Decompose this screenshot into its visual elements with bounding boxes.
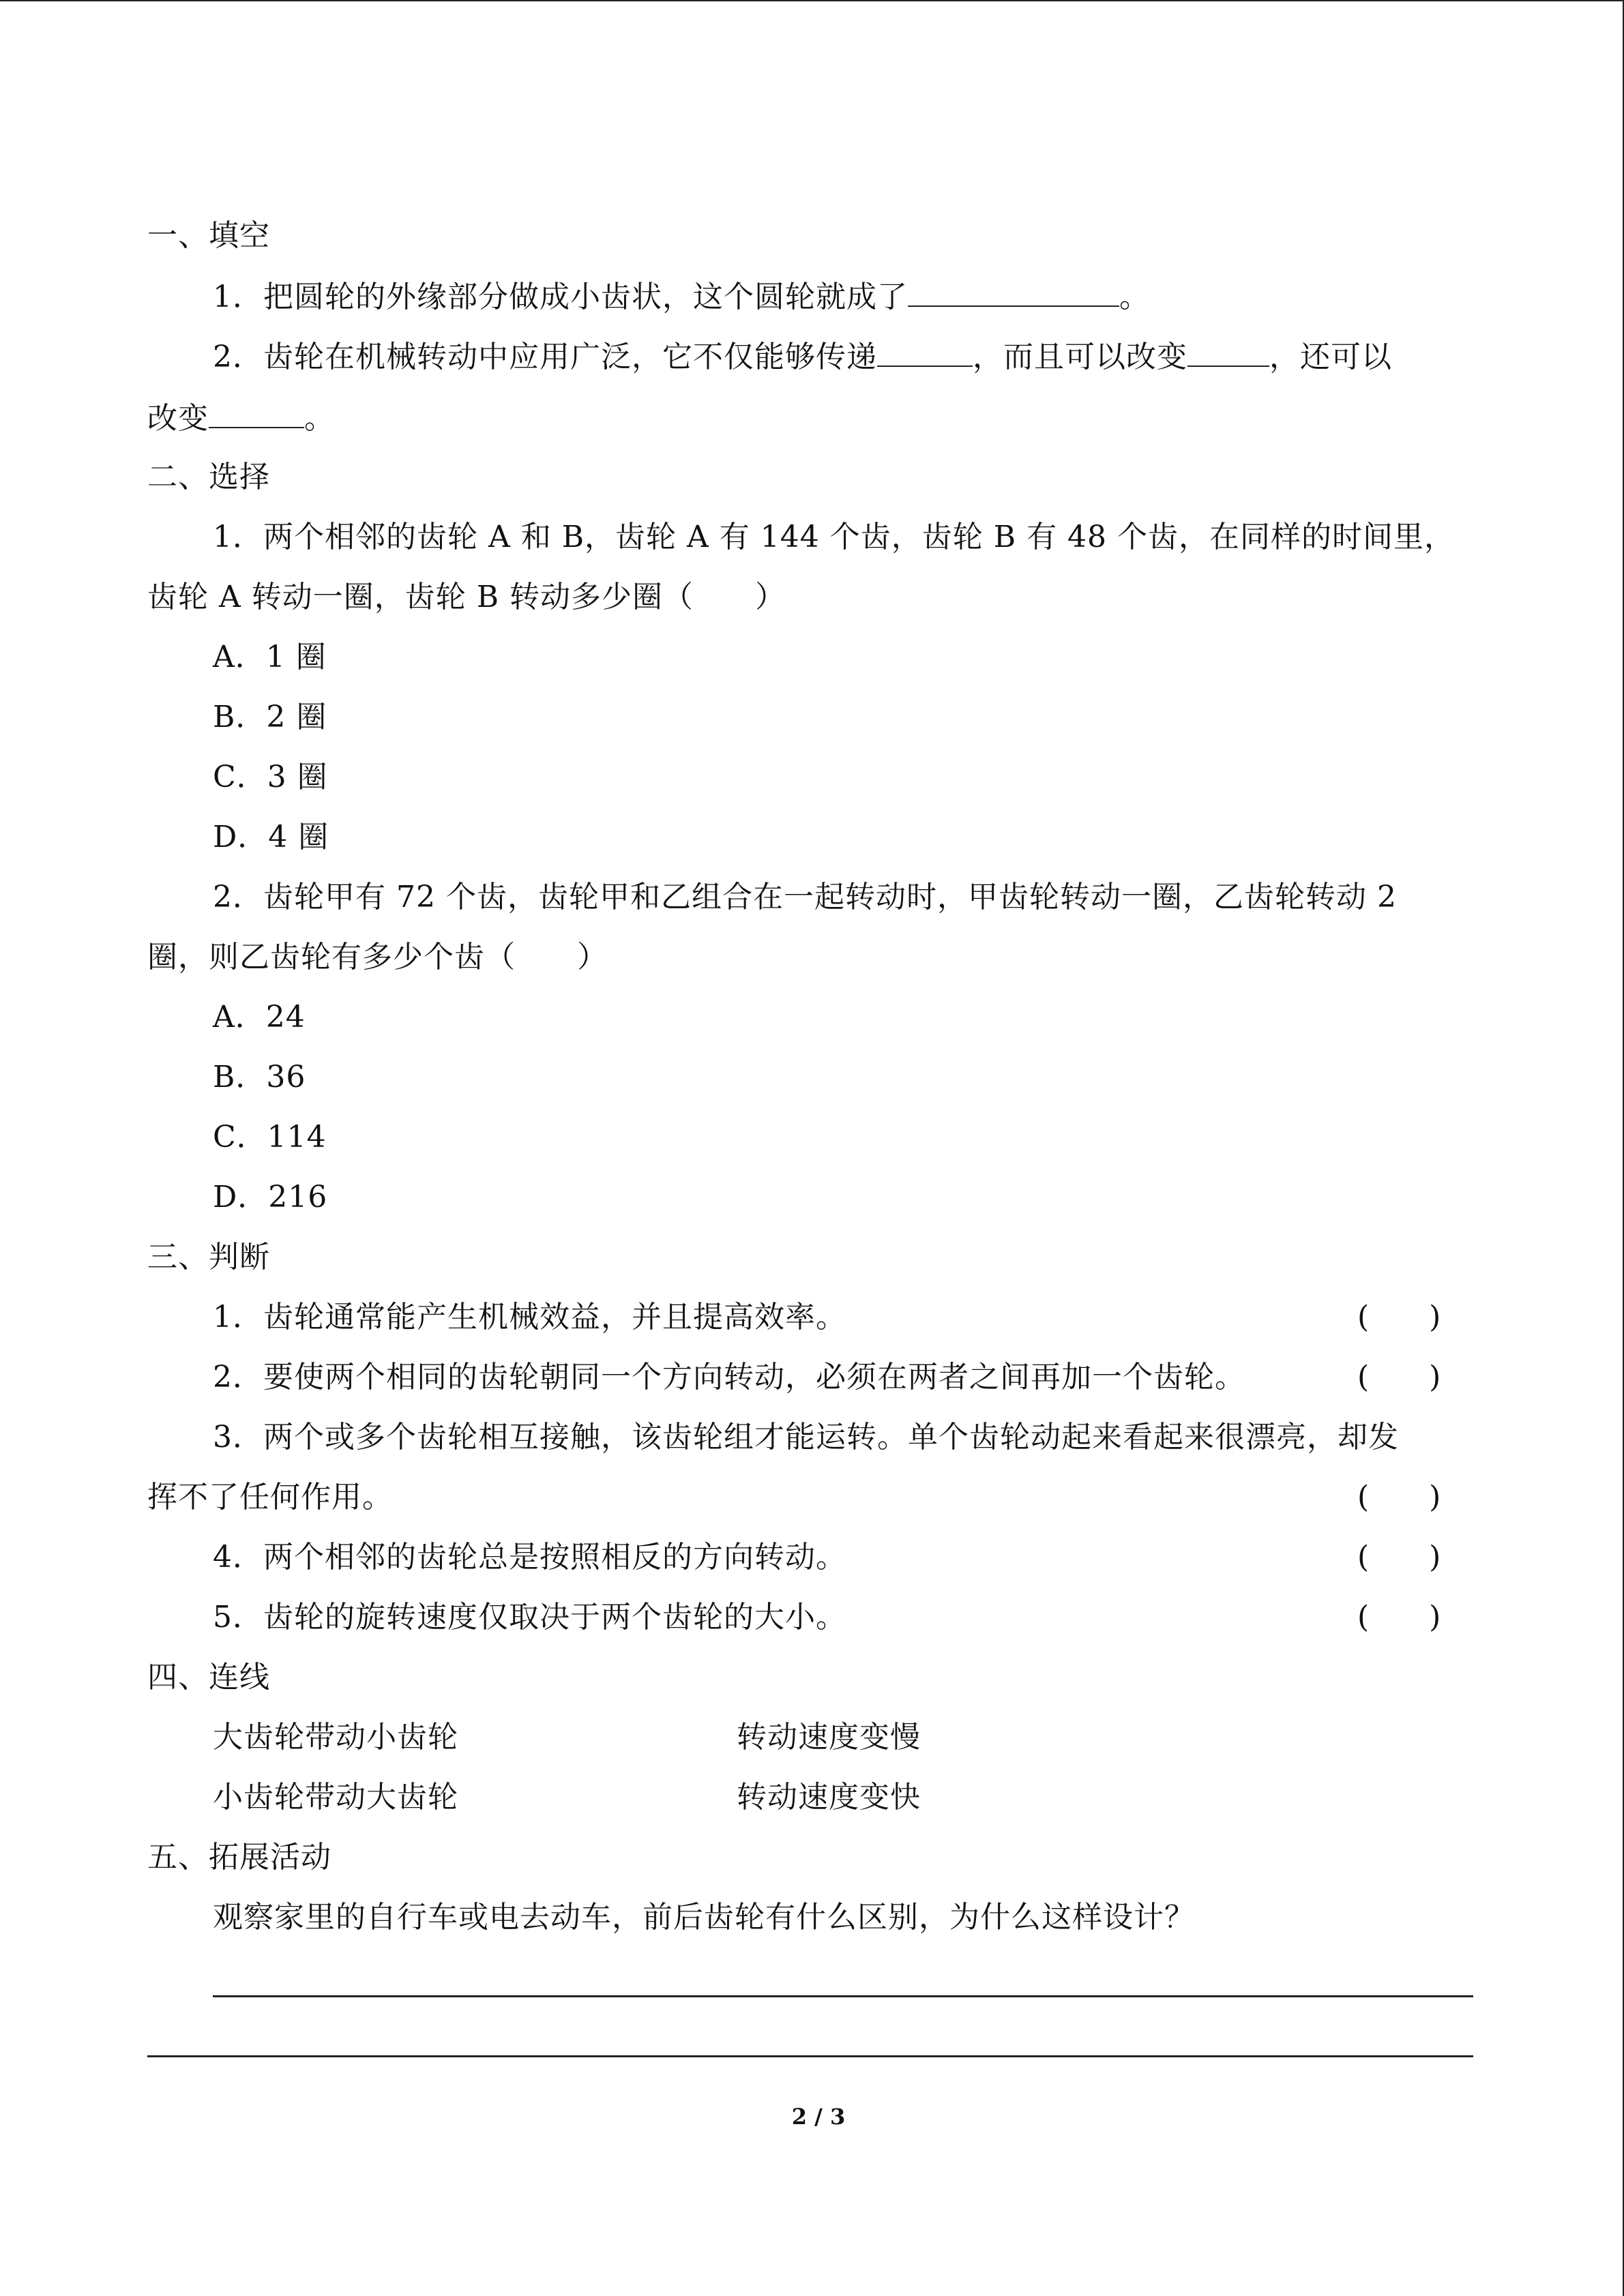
answer-parentheses[interactable]: ( ) [1357, 1540, 1441, 1575]
question-text: 。 [304, 401, 335, 436]
judgment-item-3-line1: 3．两个或多个齿轮相互接触，该齿轮组才能运转。单个齿轮动起来看起来很漂亮，却发 [213, 1420, 1399, 1455]
question-text: 。 [1119, 280, 1150, 314]
extension-prompt: 观察家里的自行车或电去动车，前后齿轮有什么区别，为什么这样设计？ [213, 1900, 1195, 1935]
match-left-item[interactable]: 大齿轮带动小齿轮 [213, 1720, 458, 1755]
answer-line[interactable] [213, 1995, 1473, 1997]
question-1-2 [213, 336, 1392, 378]
question-text: 2．齿轮在机械转动中应用广泛，它不仅能够传递 [213, 340, 877, 374]
question-1-2-continued [147, 397, 335, 439]
option-c[interactable]: C．114 [213, 1120, 327, 1154]
judgment-item-5: 5．齿轮的旋转速度仅取决于两个齿轮的大小。 [213, 1600, 846, 1635]
answer-parentheses[interactable]: ( ) [1357, 1360, 1441, 1395]
question-text: 改变 [147, 401, 209, 436]
question-1-1 [213, 275, 1150, 318]
answer-parentheses[interactable]: ( ) [1357, 1480, 1441, 1515]
question-text: ，而且可以改变 [973, 340, 1187, 374]
question-2-2-line2: 圈，则乙齿轮有多少个齿（ ） [147, 940, 608, 974]
answer-blank[interactable] [1187, 336, 1269, 367]
judgment-item-1: 1．齿轮通常能产生机械效益，并且提高效率。 [213, 1300, 846, 1335]
match-right-item[interactable]: 转动速度变慢 [737, 1720, 921, 1755]
judgment-item-2: 2．要使两个相同的齿轮朝同一个方向转动，必须在两者之间再加一个齿轮。 [213, 1360, 1245, 1395]
section-heading-matching: 四、连线 [147, 1660, 270, 1695]
match-left-item[interactable]: 小齿轮带动大齿轮 [213, 1780, 458, 1815]
judgment-item-3-line2: 挥不了任何作用。 [147, 1480, 393, 1515]
answer-blank[interactable] [877, 336, 973, 367]
match-right-item[interactable]: 转动速度变快 [737, 1780, 921, 1815]
option-d[interactable]: D．4 圈 [213, 820, 329, 854]
option-a[interactable]: A．24 [213, 1000, 306, 1034]
question-2-1-line1: 1．两个相邻的齿轮 A 和 B，齿轮 A 有 144 个齿，齿轮 B 有 48 个齿，在同样的时间里， [213, 520, 1456, 554]
footer-divider [147, 2055, 1473, 2057]
section-heading-fill-in: 一、填空 [147, 218, 270, 253]
option-c[interactable]: C．3 圈 [213, 760, 328, 794]
answer-blank[interactable] [908, 275, 1119, 307]
question-text: 1．把圆轮的外缘部分做成小齿状，这个圆轮就成了 [213, 280, 908, 314]
section-heading-choice: 二、选择 [147, 460, 270, 494]
section-heading-extension: 五、拓展活动 [147, 1840, 331, 1875]
option-a[interactable]: A．1 圈 [213, 640, 327, 674]
question-text: ，还可以 [1269, 340, 1392, 374]
answer-blank[interactable] [209, 397, 304, 428]
answer-parentheses[interactable]: ( ) [1357, 1300, 1441, 1335]
section-heading-judgment: 三、判断 [147, 1240, 270, 1274]
judgment-item-4: 4．两个相邻的齿轮总是按照相反的方向转动。 [213, 1540, 846, 1575]
option-b[interactable]: B．36 [213, 1060, 306, 1094]
question-2-2-line1: 2．齿轮甲有 72 个齿，齿轮甲和乙组合在一起转动时，甲齿轮转动一圈，乙齿轮转动 2 [213, 880, 1397, 914]
option-b[interactable]: B．2 圈 [213, 700, 327, 734]
page-number: 2 / 3 [791, 2104, 846, 2130]
option-d[interactable]: D．216 [213, 1180, 328, 1214]
answer-parentheses[interactable]: ( ) [1357, 1600, 1441, 1635]
question-2-1-line2: 齿轮 A 转动一圈，齿轮 B 转动多少圈（ ） [147, 580, 786, 614]
